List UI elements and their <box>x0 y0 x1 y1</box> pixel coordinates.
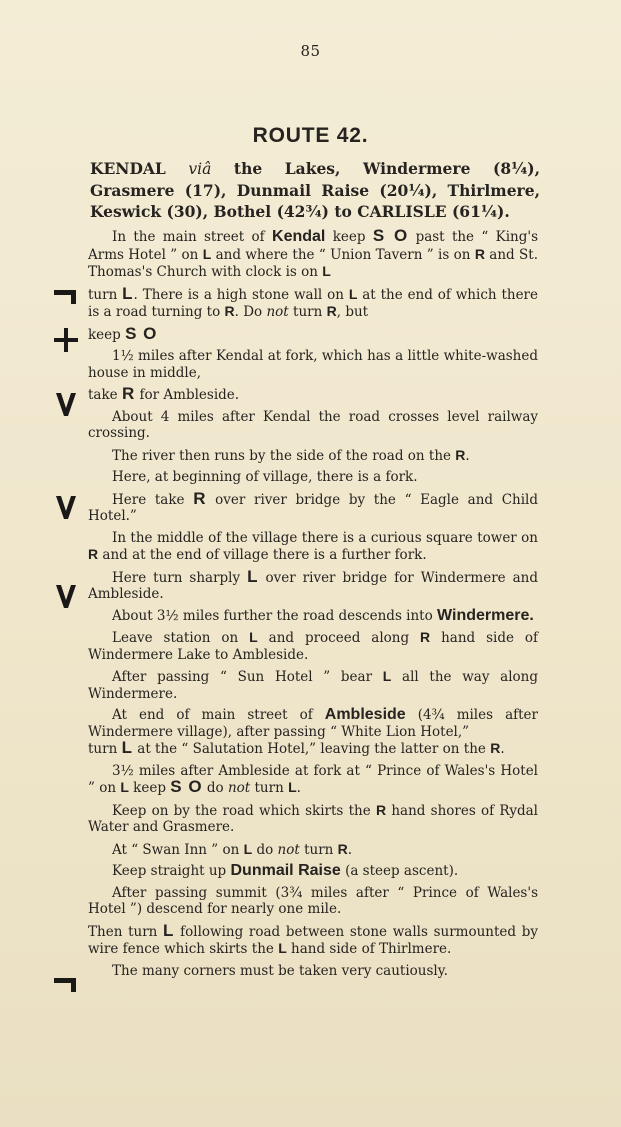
text-run: take <box>88 387 118 403</box>
text-run: past the “ King's Arms Hotel ” on <box>88 229 539 263</box>
route-via: viâ <box>188 160 212 178</box>
fork-mark-icon <box>52 390 80 418</box>
left-symbol: L <box>348 285 358 302</box>
left-symbol: L <box>120 779 129 795</box>
right-symbol: R <box>490 740 501 756</box>
direction-paragraph <box>88 386 538 404</box>
right-symbol: R <box>420 629 431 645</box>
text-run: Leave station on <box>112 630 239 646</box>
straight-on-symbol: S O <box>125 323 158 343</box>
route-start: KENDAL <box>90 159 166 178</box>
right-symbol: R <box>88 546 99 562</box>
direction-paragraph <box>88 488 538 525</box>
town-name: Ambleside <box>324 706 406 723</box>
text-run: keep <box>332 229 366 245</box>
direction-paragraph <box>88 841 538 859</box>
text-run: do <box>206 780 224 796</box>
text-run: 3½ miles after Ambleside at fork at “ Prince of Wales's Hotel ” on <box>88 762 538 796</box>
route-title: ROUTE 42. <box>252 124 369 147</box>
text-run: hand side of Windermere Lake to Ambleside. <box>88 630 538 663</box>
direction-paragraph: About 4 miles after Kendal the road crosses level railway crossing. <box>88 408 538 441</box>
direction-paragraph <box>88 707 538 758</box>
direction-paragraph <box>88 629 538 663</box>
crossroads-mark-icon <box>52 326 80 354</box>
straight-on-symbol: S O <box>372 226 409 245</box>
route-directions <box>88 228 538 984</box>
text-run: turn <box>293 304 323 320</box>
text-run: do <box>256 841 274 858</box>
right-symbol: R <box>455 446 466 463</box>
text-run: and where the “ Union Tavern ” is on <box>215 246 471 263</box>
right-symbol: R <box>337 840 348 857</box>
fork-mark-icon <box>52 493 80 521</box>
text-run: . Do <box>234 304 263 320</box>
right-symbol: R <box>121 384 136 403</box>
left-symbol: L <box>247 566 259 586</box>
direction-paragraph: After passing summit (3¾ miles after “ Prince of Wales's Hotel ”) descend for nearly one mile. <box>88 884 538 917</box>
emphasis: not <box>266 304 289 320</box>
text-run: . <box>500 741 505 757</box>
direction-paragraph <box>88 566 539 603</box>
text-run: Then turn <box>88 923 158 940</box>
text-run: , but <box>336 304 369 320</box>
direction-paragraph <box>88 608 538 625</box>
left-symbol: L <box>382 668 392 684</box>
left-symbol: L <box>121 738 133 757</box>
text-run: and St. Thomas's Church with clock is on <box>88 246 538 280</box>
left-symbol: L <box>202 245 212 262</box>
direction-paragraph: The many corners must be taken very cautiously. <box>112 962 448 979</box>
text-run: for Ambleside. <box>139 387 240 403</box>
text-run: Here take <box>112 491 185 508</box>
route-description: the Lakes, Windermere (8¼), Grasmere (17), Dunmail Raise (20¼), Thirlmere, Keswick (30), Bothel (42¾) to CARLISLE (61¼). <box>90 159 540 221</box>
text-run: At end of main street of <box>112 707 313 723</box>
left-turn-mark-icon <box>52 286 80 314</box>
direction-paragraph <box>88 920 538 958</box>
page-number: 85 <box>300 42 321 60</box>
text-run: (4¾ miles after Windermere village), after passing “ White Lion Hotel,” <box>88 707 538 740</box>
text-run: following road between stone walls surmounted by wire fence which skirts the <box>88 923 538 957</box>
text-run: all the way along Windermere. <box>88 669 539 702</box>
left-turn-mark-icon <box>52 974 80 1002</box>
town-name: Kendal <box>272 228 326 245</box>
town-name: Windermere. <box>437 606 534 624</box>
direction-paragraph <box>88 530 538 564</box>
text-run: In the main street of <box>112 229 265 245</box>
text-run: turn <box>304 841 334 858</box>
left-symbol: L <box>278 940 287 956</box>
text-run: . <box>296 780 301 796</box>
direction-paragraph <box>88 802 538 836</box>
straight-on-symbol: S O <box>170 777 203 796</box>
text-run: Here turn sharply <box>112 569 241 586</box>
left-symbol: L <box>122 283 134 303</box>
text-run: There is a high stone wall on <box>142 286 344 303</box>
direction-paragraph <box>88 668 538 702</box>
text-run: at the “ Salutation Hotel,” leaving the latter on the <box>137 741 486 757</box>
text-run: . <box>347 841 353 858</box>
right-symbol: R <box>375 801 387 818</box>
place-name: Dunmail Raise <box>230 862 341 879</box>
text-run: and at the end of village there is a further fork. <box>102 547 427 563</box>
text-run: turn <box>254 780 284 796</box>
text-run: hand side of Thirlmere. <box>291 941 452 957</box>
text-run: The river then runs by the side of the road on the <box>112 447 451 464</box>
text-run: About 3½ miles further the road descends into <box>112 607 433 624</box>
text-run: at the end of which there is a road turning to <box>88 286 538 320</box>
left-symbol: L <box>322 263 331 279</box>
fork-mark-icon <box>52 582 80 610</box>
emphasis: not <box>227 780 251 796</box>
direction-paragraph: 1½ miles after Kendal at fork, which has a little white-washed house in middle, <box>88 348 538 381</box>
direction-paragraph <box>88 323 538 344</box>
direction-paragraph <box>88 228 538 281</box>
text-run: Keep on by the road which skirts the <box>112 802 371 819</box>
left-symbol: L <box>249 629 258 645</box>
text-run: over river bridge for Windermere and Ambleside. <box>88 569 539 602</box>
right-symbol: R <box>193 488 207 508</box>
left-symbol: L <box>288 779 297 795</box>
text-run: In the middle of the village there is a curious square tower on <box>112 529 538 546</box>
direction-paragraph: Here, at beginning of village, there is a fork. <box>112 469 418 485</box>
text-run: . <box>465 447 470 464</box>
text-run: After passing “ Sun Hotel ” bear <box>112 669 373 685</box>
text-run: At “ Swan Inn ” on <box>112 841 240 858</box>
right-symbol: R <box>224 303 235 319</box>
right-symbol: R <box>474 245 485 262</box>
direction-paragraph: turn L. There is a high stone wall on L at the end of which there is a road turning to R. Do not turn R, but <box>88 283 538 320</box>
direction-paragraph <box>88 447 538 465</box>
route-heading <box>90 158 540 222</box>
direction-paragraph <box>88 863 538 880</box>
left-symbol: L <box>163 920 175 940</box>
left-symbol: L <box>243 840 253 857</box>
text-run: and proceed along <box>268 630 410 646</box>
text-run: keep <box>133 780 166 796</box>
right-symbol: R <box>326 303 337 319</box>
direction-paragraph <box>88 763 538 797</box>
text-run: over river bridge by the “ Eagle and Child Hotel.” <box>88 491 538 524</box>
emphasis: not <box>277 841 300 858</box>
text-run: keep <box>88 326 121 343</box>
text-run: (a steep ascent). <box>345 863 459 879</box>
text-run: hand shores of Rydal Water and Grasmere. <box>88 802 538 835</box>
text-run: Keep straight up <box>112 863 227 879</box>
text-run: turn <box>88 741 118 757</box>
text-run: turn <box>88 286 118 303</box>
